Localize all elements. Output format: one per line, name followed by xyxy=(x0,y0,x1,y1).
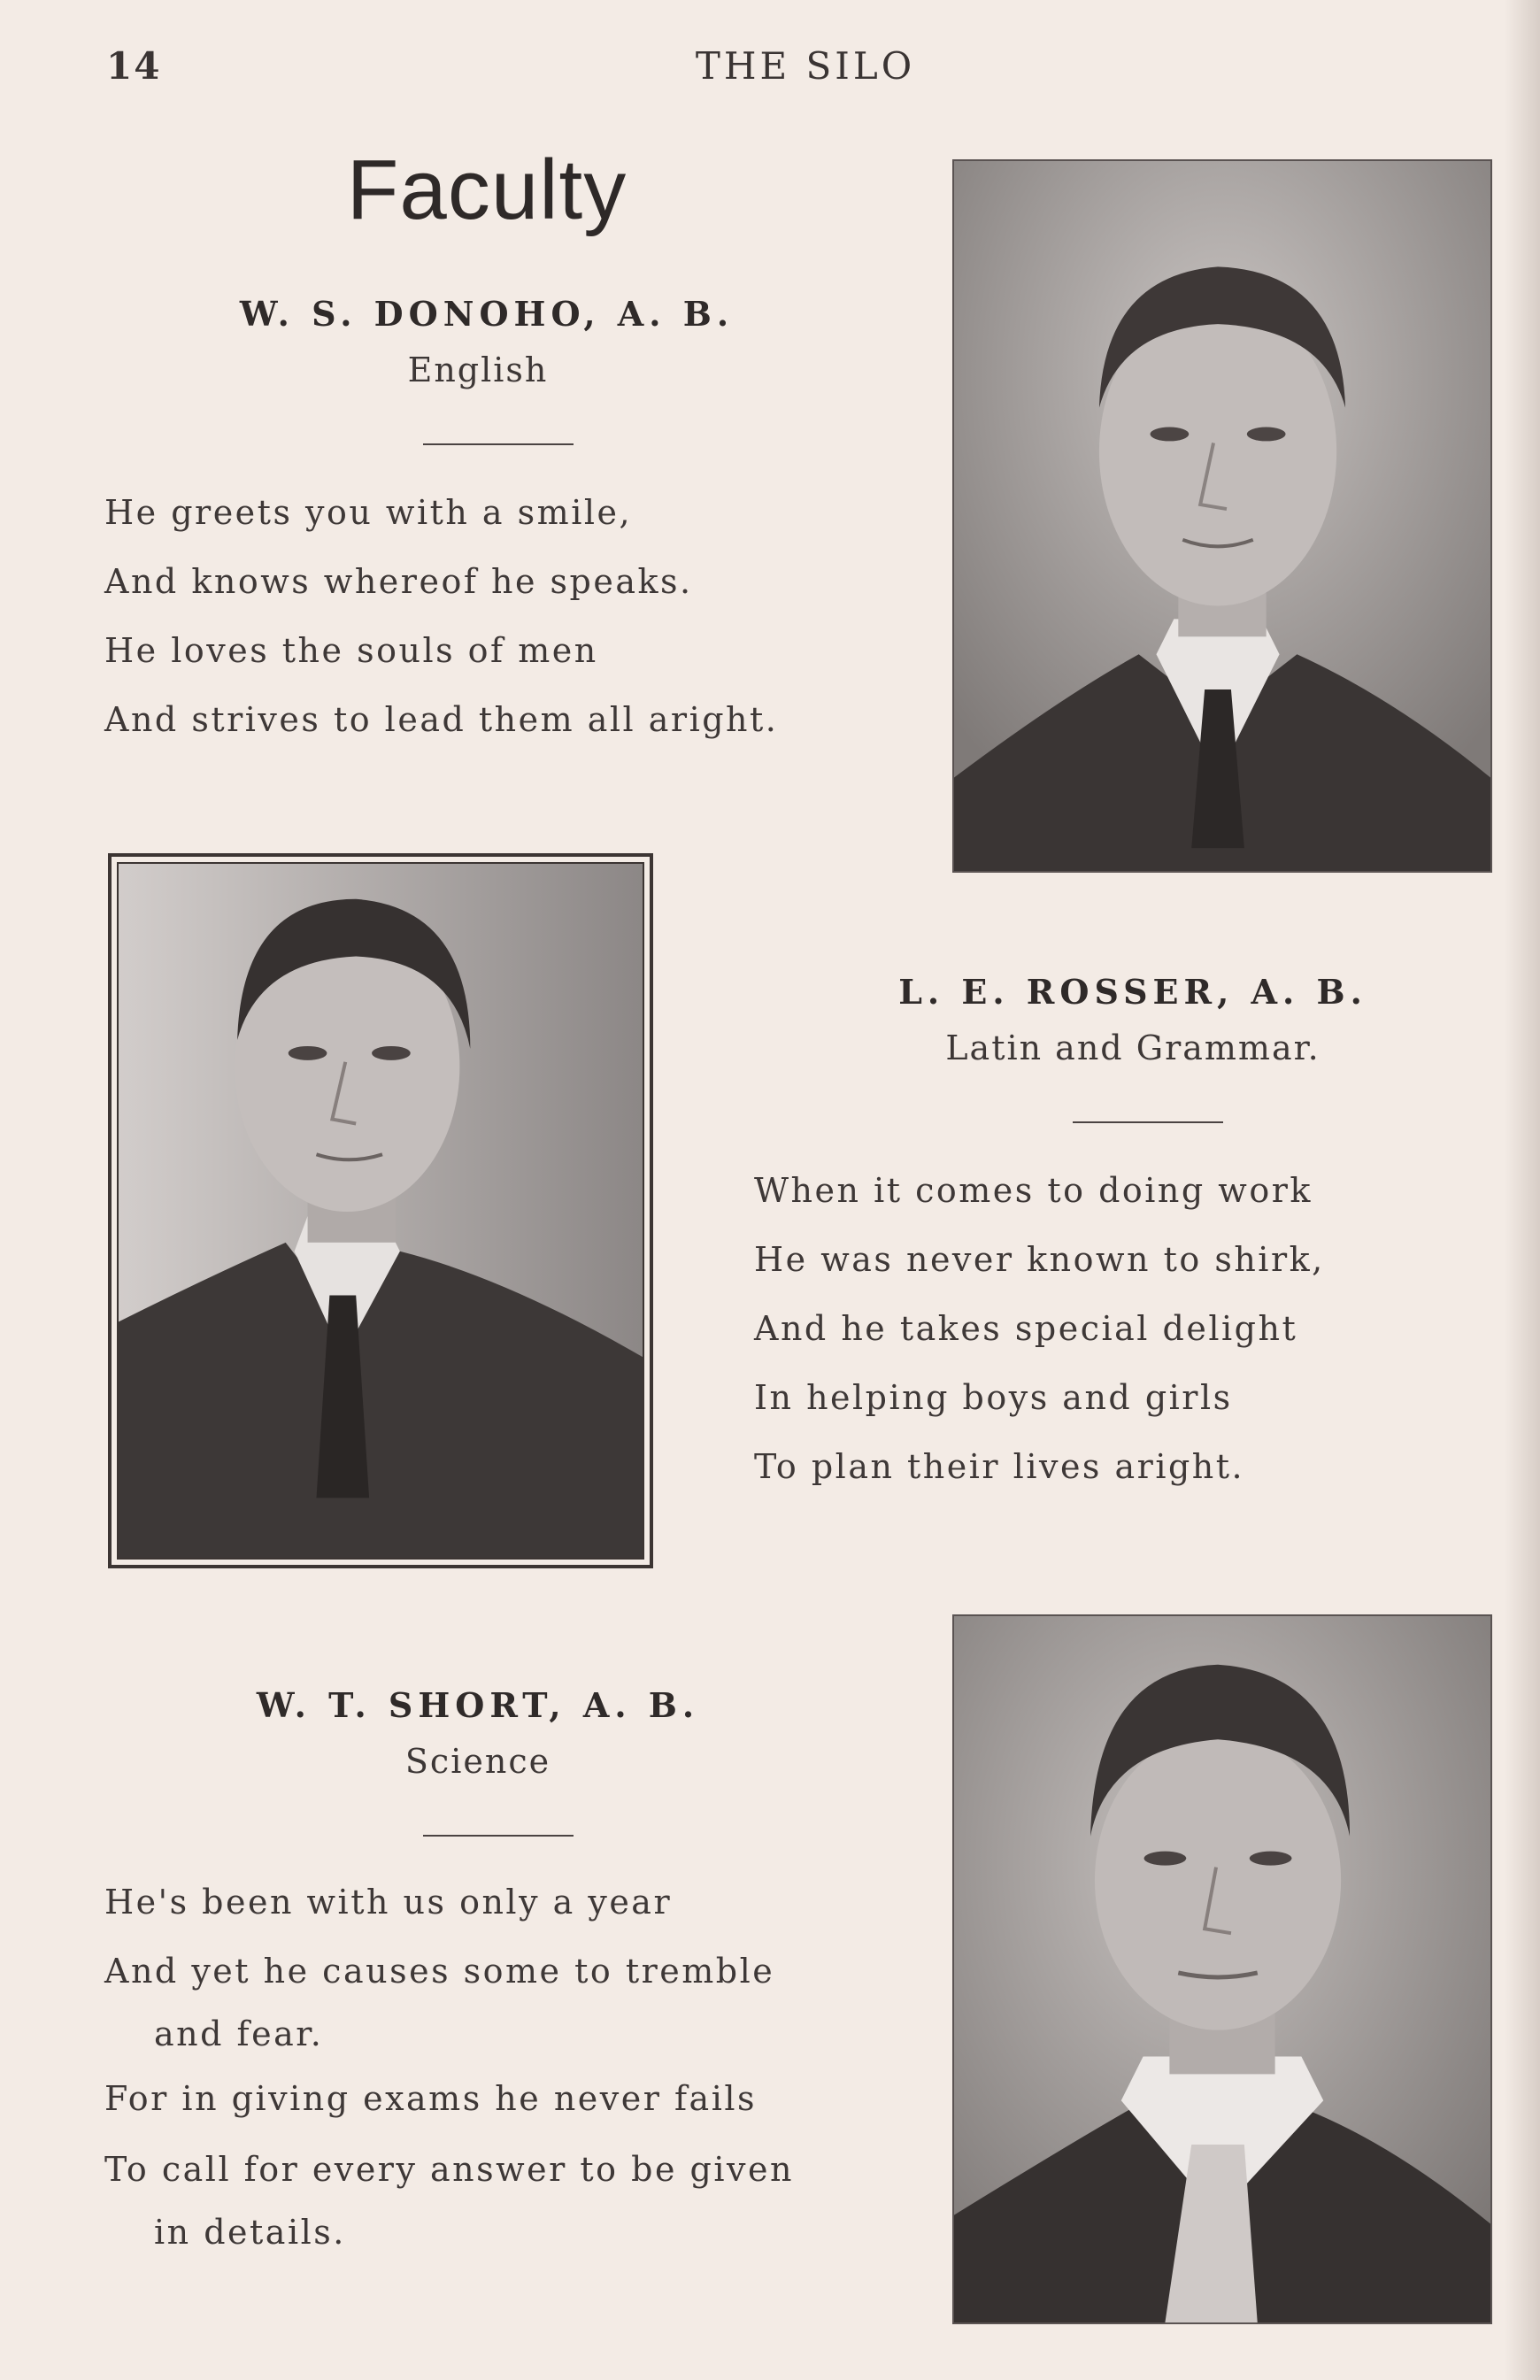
divider-rule xyxy=(1073,1121,1223,1123)
verse-line: And yet he causes some to tremble xyxy=(104,1952,775,1991)
faculty-subject-rosser: Latin and Grammar. xyxy=(945,1028,1321,1067)
verse-line: He's been with us only a year xyxy=(104,1883,673,1922)
verse-line: And strives to lead them all aright. xyxy=(104,700,779,739)
faculty-name-donoho: W. S. DONOHO, A. B. xyxy=(239,294,735,334)
page-number: 14 xyxy=(106,44,162,88)
verse-line: When it comes to doing work xyxy=(754,1171,1313,1210)
verse-line: And he takes special delight xyxy=(754,1309,1298,1348)
faculty-name-rosser: L. E. ROSSER, A. B. xyxy=(898,972,1367,1012)
verse-line: For in giving exams he never fails xyxy=(104,2079,758,2118)
portrait-photo-donoho xyxy=(952,159,1492,873)
divider-rule xyxy=(423,1835,574,1837)
verse-donoho xyxy=(104,478,778,754)
verse-short xyxy=(104,1868,794,2261)
verse-line: To call for every answer to be given xyxy=(104,2150,794,2189)
faculty-name-short: W. T. SHORT, A. B. xyxy=(256,1685,700,1725)
verse-line: He was never known to shirk, xyxy=(754,1240,1325,1279)
portrait-photo-short xyxy=(952,1614,1492,2324)
verse-rosser xyxy=(754,1156,1325,1501)
verse-line: He loves the souls of men xyxy=(104,631,598,670)
portrait-inner-frame xyxy=(117,862,644,1560)
divider-rule xyxy=(423,443,574,445)
verse-line: And knows whereof he speaks. xyxy=(104,562,693,601)
section-title: Faculty xyxy=(346,142,628,237)
portrait-photo-rosser xyxy=(108,853,653,1568)
faculty-subject-short: Science xyxy=(404,1742,551,1781)
verse-line-continuation: and fear. xyxy=(154,2014,324,2053)
running-head: THE SILO xyxy=(695,44,916,88)
faculty-subject-donoho: English xyxy=(407,350,549,389)
verse-line: To plan their lives aright. xyxy=(754,1447,1245,1486)
verse-line: In helping boys and girls xyxy=(754,1378,1233,1417)
verse-line: He greets you with a smile, xyxy=(104,493,633,532)
verse-line-continuation: in details. xyxy=(154,2213,346,2252)
page-spine-shadow xyxy=(1505,0,1540,2380)
